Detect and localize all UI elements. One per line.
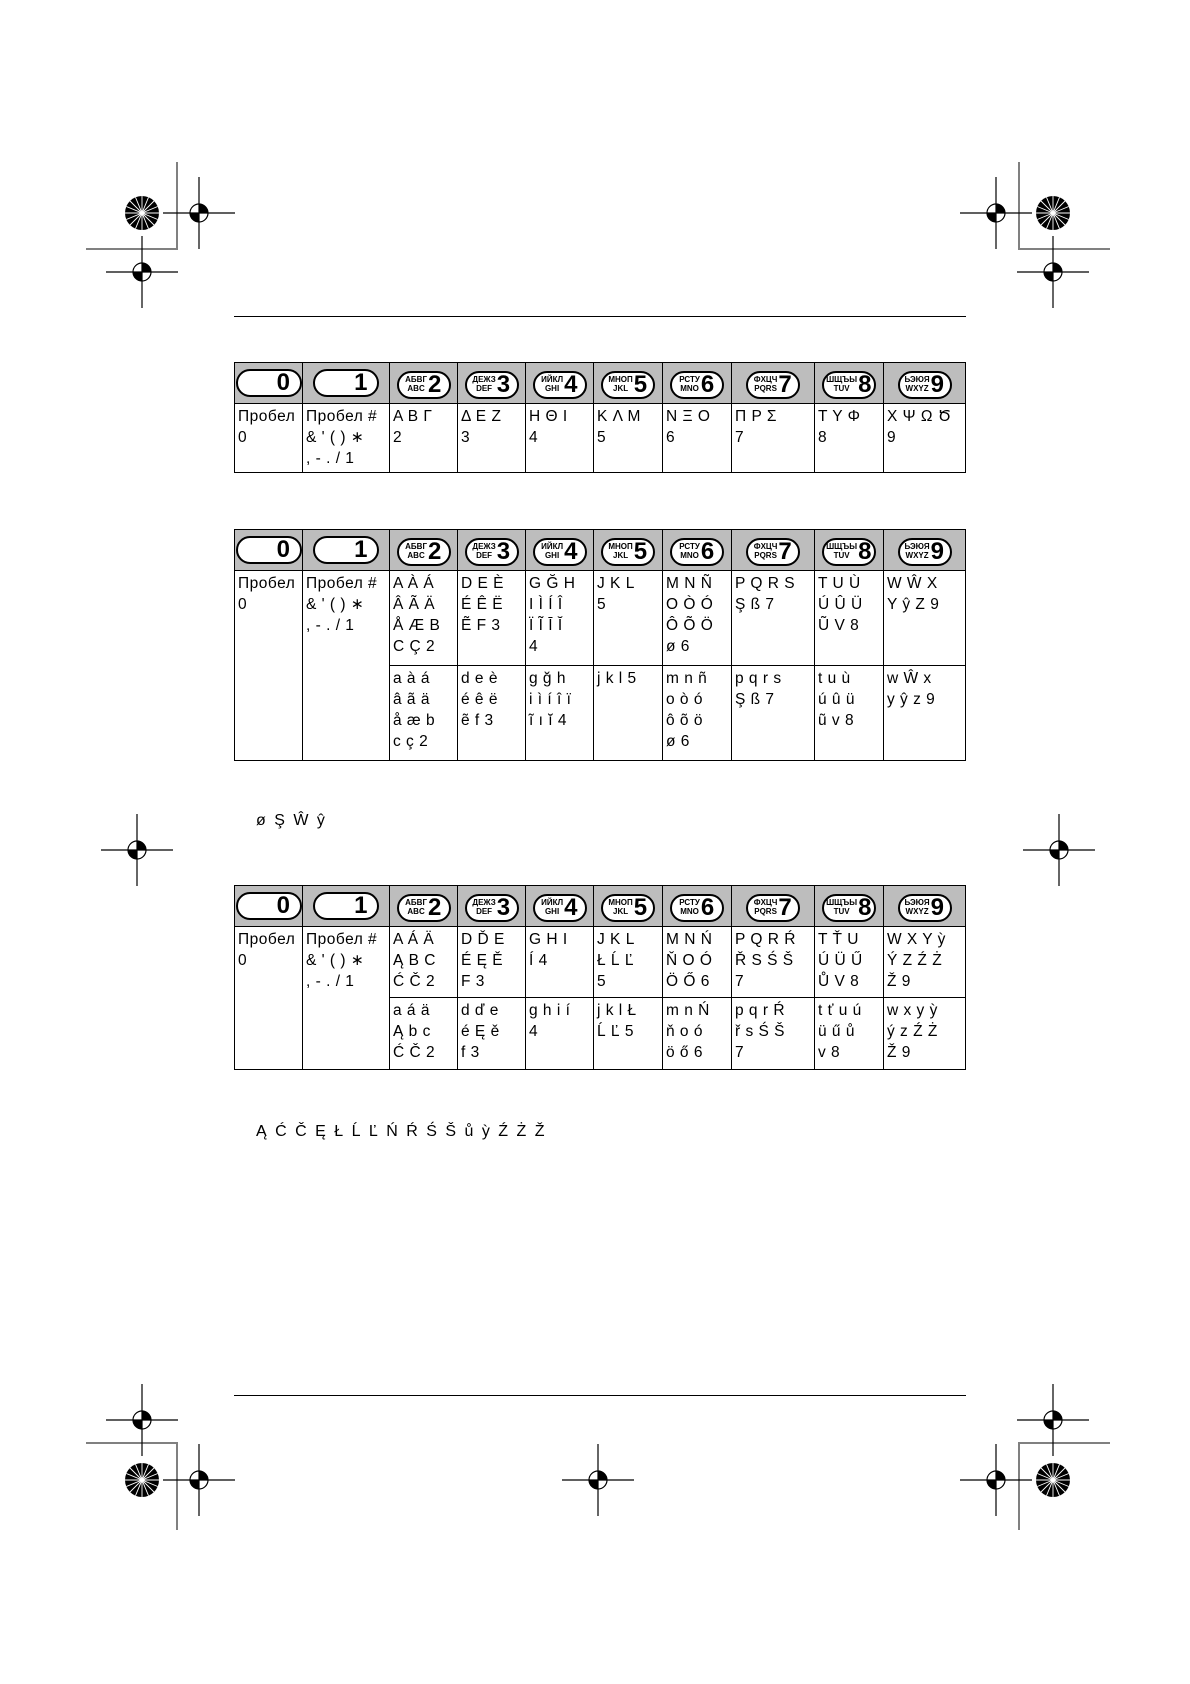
key-cell xyxy=(732,363,815,404)
char-line: d ď e xyxy=(461,1002,499,1019)
char-line: D E È xyxy=(461,575,504,592)
key-cell xyxy=(732,886,815,927)
key-cell xyxy=(303,530,390,571)
key-cell xyxy=(732,530,815,571)
keypad-key-8 xyxy=(822,371,876,399)
keypad-key-1 xyxy=(313,536,379,564)
char-cell xyxy=(815,927,884,998)
key-letters: МНОП JKL xyxy=(608,375,633,393)
key-letters: ФХЦЧ PQRS xyxy=(753,898,778,916)
key-header-row xyxy=(235,886,966,927)
key-cell xyxy=(526,530,594,571)
key-cell xyxy=(526,886,594,927)
footer-rule xyxy=(234,1395,966,1396)
char-line: Ý Z Ź Ż xyxy=(887,952,943,969)
char-cell xyxy=(235,404,303,473)
char-line: 7 xyxy=(735,973,745,990)
char-line: 7 xyxy=(735,429,745,446)
char-cell xyxy=(815,666,884,761)
char-line: ø 6 xyxy=(666,638,690,655)
char-line: t ť u ú xyxy=(818,1002,862,1019)
char-line: ẽ f 3 xyxy=(461,712,494,729)
char-line: M N Ń xyxy=(666,931,713,948)
keypad-key-0 xyxy=(236,892,302,920)
char-line: Ů V 8 xyxy=(818,973,860,990)
key-number: 7 xyxy=(778,893,793,921)
char-line: Пробел xyxy=(238,575,296,592)
key-number: 5 xyxy=(633,370,648,398)
char-line: g ğ h xyxy=(529,670,566,687)
char-line: Пробел xyxy=(238,408,296,425)
char-cell xyxy=(732,927,815,998)
char-cell xyxy=(594,927,663,998)
key-number: 5 xyxy=(633,893,648,921)
keypad-key-5 xyxy=(601,894,655,922)
char-line: Ẽ F 3 xyxy=(461,617,501,634)
char-cell xyxy=(390,998,458,1070)
key-number: 2 xyxy=(427,893,442,921)
char-line: â ã ä xyxy=(393,691,430,708)
key-letters: ИЙКЛ GHI xyxy=(541,542,564,560)
char-line: A B Γ xyxy=(393,408,433,425)
header-rule xyxy=(234,316,966,317)
keypad-key-7 xyxy=(746,894,800,922)
key-letters: ДЕЖЗ DEF xyxy=(472,542,496,560)
key-number: 4 xyxy=(564,893,578,921)
char-line: Пробел # xyxy=(306,931,378,948)
char-cell xyxy=(235,927,303,1070)
char-line: i ì í î ï xyxy=(529,691,572,708)
char-line: t u ù xyxy=(818,670,851,687)
table-row xyxy=(235,927,966,998)
keypad-key-4 xyxy=(533,894,587,922)
char-line: a à á xyxy=(393,670,430,687)
char-line: G Ğ H xyxy=(529,575,576,592)
char-cell xyxy=(303,927,390,1070)
char-line: m n Ń xyxy=(666,1002,710,1019)
key-cell xyxy=(663,530,732,571)
keypad-key-6 xyxy=(670,538,724,566)
char-line: c ç 2 xyxy=(393,733,429,750)
char-cell xyxy=(303,571,390,761)
key-cell xyxy=(884,886,966,927)
key-cell xyxy=(303,886,390,927)
char-line: Δ E Z xyxy=(461,408,502,425)
char-line: ũ v 8 xyxy=(818,712,855,729)
char-cell xyxy=(663,927,732,998)
char-cell xyxy=(303,404,390,473)
char-line: Ł Ĺ Ľ xyxy=(597,952,634,969)
char-line: Ş ß 7 xyxy=(735,596,775,613)
char-cell xyxy=(526,927,594,998)
special-chars-note: ø Ş Ŵ ŷ xyxy=(256,812,327,829)
keypad-key-6 xyxy=(670,371,724,399)
key-cell xyxy=(458,363,526,404)
char-cell xyxy=(884,571,966,666)
char-cell xyxy=(526,666,594,761)
keypad-key-2 xyxy=(397,371,451,399)
char-line: 4 xyxy=(529,429,539,446)
char-line: 7 xyxy=(735,1044,745,1061)
western-character-table xyxy=(234,529,966,761)
table-row xyxy=(235,404,966,473)
char-line: Ž 9 xyxy=(887,1044,911,1061)
char-line: ø 6 xyxy=(666,733,690,750)
keypad-key-0 xyxy=(236,369,302,397)
char-line: Пробел # xyxy=(306,408,378,425)
char-line: P Q R Ŕ xyxy=(735,931,796,948)
char-cell xyxy=(884,927,966,998)
char-line: Ą b c xyxy=(393,1023,431,1040)
char-line: É Ê Ë xyxy=(461,596,504,613)
char-line: w x y ỳ xyxy=(887,1002,938,1019)
keypad-key-7 xyxy=(746,538,800,566)
char-line: Ą B C xyxy=(393,952,436,969)
char-cell xyxy=(815,571,884,666)
char-cell xyxy=(732,666,815,761)
char-line: é Ę ě xyxy=(461,1023,500,1040)
char-line: Пробел xyxy=(238,931,296,948)
key-header-row xyxy=(235,363,966,404)
char-cell xyxy=(663,404,732,473)
char-line: M N Ñ xyxy=(666,575,713,592)
key-number: 0 xyxy=(276,892,291,919)
key-number: 7 xyxy=(778,537,793,565)
key-cell xyxy=(815,886,884,927)
char-line: Ú Ü Ű xyxy=(818,952,863,969)
char-cell xyxy=(458,571,526,666)
char-line: é ê ë xyxy=(461,691,498,708)
char-line: 5 xyxy=(597,429,607,446)
char-line: Пробел # xyxy=(306,575,378,592)
key-letters: ДЕЖЗ DEF xyxy=(472,898,496,916)
char-line: m n ñ xyxy=(666,670,708,687)
char-line: ô õ ö xyxy=(666,712,703,729)
char-line: ú û ü xyxy=(818,691,855,708)
char-cell xyxy=(815,998,884,1070)
char-line: 5 xyxy=(597,596,607,613)
char-cell xyxy=(884,666,966,761)
key-number: 2 xyxy=(427,537,442,565)
char-line: 5 xyxy=(597,973,607,990)
key-number: 8 xyxy=(858,370,872,398)
char-line: J K L xyxy=(597,575,635,592)
key-number: 3 xyxy=(496,893,511,921)
char-line: & ' ( ) ∗ xyxy=(306,952,365,969)
keypad-key-2 xyxy=(397,538,451,566)
char-line: 4 xyxy=(529,638,539,655)
key-number: 6 xyxy=(700,370,715,398)
char-line: 3 xyxy=(461,429,471,446)
char-cell xyxy=(526,571,594,666)
special-chars-note: Ą Ć Č Ę Ł Ĺ Ľ Ń Ŕ Ś Š ů ỳ Ź Ż Ž xyxy=(256,1123,547,1140)
char-cell xyxy=(235,571,303,761)
key-letters: ШЩЪЫ TUV xyxy=(826,542,858,560)
char-line: ň o ó xyxy=(666,1023,703,1040)
key-cell xyxy=(815,530,884,571)
table-row xyxy=(235,571,966,666)
key-number: 0 xyxy=(276,369,291,396)
key-cell xyxy=(884,363,966,404)
char-line: T Y Φ xyxy=(818,408,861,425)
key-cell xyxy=(594,530,663,571)
key-cell xyxy=(235,363,303,404)
char-line: o ò ó xyxy=(666,691,703,708)
char-line: Ć Č 2 xyxy=(393,973,436,990)
char-line: j k l Ł xyxy=(597,1002,637,1019)
keypad-key-5 xyxy=(601,538,655,566)
keypad-key-9 xyxy=(898,894,952,922)
char-line: J K L xyxy=(597,931,635,948)
char-cell xyxy=(390,571,458,666)
key-cell xyxy=(235,886,303,927)
key-number: 3 xyxy=(496,370,511,398)
keypad-key-8 xyxy=(822,894,876,922)
keypad-key-1 xyxy=(313,892,379,920)
char-line: F 3 xyxy=(461,973,485,990)
char-line: 0 xyxy=(238,596,248,613)
char-line: Í 4 xyxy=(529,952,548,969)
char-line: ř s Ś Š xyxy=(735,1023,786,1040)
keypad-key-3 xyxy=(465,894,519,922)
key-number: 6 xyxy=(700,537,715,565)
char-line: Y ŷ Z 9 xyxy=(887,596,940,613)
key-letters: МНОП JKL xyxy=(608,542,633,560)
char-line: D Ď E xyxy=(461,931,505,948)
char-line: , - . / 1 xyxy=(306,450,355,467)
char-line: É Ę Ě xyxy=(461,952,504,969)
keypad-key-7 xyxy=(746,371,800,399)
char-line: H Θ I xyxy=(529,408,568,425)
char-cell xyxy=(663,571,732,666)
keypad-key-1 xyxy=(313,369,379,397)
char-line: Ö Ő 6 xyxy=(666,973,710,990)
char-cell xyxy=(526,404,594,473)
char-line: w Ŵ x xyxy=(887,670,932,687)
char-cell xyxy=(458,666,526,761)
key-letters: ИЙКЛ GHI xyxy=(541,375,564,393)
char-cell xyxy=(390,666,458,761)
key-cell xyxy=(594,363,663,404)
char-line: Ć Č 2 xyxy=(393,1044,436,1061)
key-letters: ЬЭЮЯ WXYZ xyxy=(904,542,930,560)
char-cell xyxy=(815,404,884,473)
char-line: ý z Ź Ż xyxy=(887,1023,938,1040)
key-number: 2 xyxy=(427,370,442,398)
key-header-row xyxy=(235,530,966,571)
char-line: Ô Õ Ö xyxy=(666,617,714,634)
key-cell xyxy=(815,363,884,404)
keypad-key-4 xyxy=(533,538,587,566)
key-letters: ЬЭЮЯ WXYZ xyxy=(904,898,930,916)
key-cell xyxy=(390,363,458,404)
key-number: 5 xyxy=(633,537,648,565)
char-line: & ' ( ) ∗ xyxy=(306,596,365,613)
key-number: 3 xyxy=(496,537,511,565)
char-line: Ï Ĩ Ī Ĭ xyxy=(529,617,563,634)
char-cell xyxy=(732,571,815,666)
key-number: 4 xyxy=(564,537,578,565)
eastern-european-character-table xyxy=(234,885,966,1070)
char-line: 4 xyxy=(529,1023,539,1040)
key-cell xyxy=(390,886,458,927)
key-letters: АБВГ ABC xyxy=(405,898,427,916)
char-cell xyxy=(732,404,815,473)
key-number: 6 xyxy=(700,893,715,921)
key-number: 1 xyxy=(354,892,368,919)
key-number: 8 xyxy=(858,893,872,921)
greek-character-table xyxy=(234,362,966,473)
key-cell xyxy=(390,530,458,571)
char-line: C Ç 2 xyxy=(393,638,436,655)
keypad-key-3 xyxy=(465,538,519,566)
char-line: p q r Ŕ xyxy=(735,1002,786,1019)
char-line: Å Æ B xyxy=(393,617,441,634)
char-cell xyxy=(526,998,594,1070)
key-cell xyxy=(663,886,732,927)
key-number: 7 xyxy=(778,370,793,398)
char-line: Ş ß 7 xyxy=(735,691,775,708)
char-line: Ĺ Ľ 5 xyxy=(597,1023,634,1040)
char-line: 0 xyxy=(238,952,248,969)
char-cell xyxy=(594,571,663,666)
key-cell xyxy=(884,530,966,571)
char-line: Ũ V 8 xyxy=(818,617,860,634)
char-line: 0 xyxy=(238,429,248,446)
keypad-key-2 xyxy=(397,894,451,922)
keypad-key-9 xyxy=(898,371,952,399)
keypad-key-3 xyxy=(465,371,519,399)
key-cell xyxy=(235,530,303,571)
key-letters: ФХЦЧ PQRS xyxy=(753,542,778,560)
keypad-key-6 xyxy=(670,894,724,922)
key-letters: АБВГ ABC xyxy=(405,375,427,393)
key-number: 1 xyxy=(354,536,368,563)
char-cell xyxy=(594,666,663,761)
key-number: 0 xyxy=(276,536,291,563)
char-cell xyxy=(458,927,526,998)
key-letters: ЬЭЮЯ WXYZ xyxy=(904,375,930,393)
char-line: v 8 xyxy=(818,1044,841,1061)
char-line: Π P Σ xyxy=(735,408,777,425)
key-cell xyxy=(526,363,594,404)
char-line: a á ä xyxy=(393,1002,430,1019)
keypad-key-0 xyxy=(236,536,302,564)
key-letters: РСТУ MNO xyxy=(679,542,700,560)
key-number: 4 xyxy=(564,370,578,398)
key-number: 9 xyxy=(930,893,945,921)
char-line: Ř S Ś Š xyxy=(735,952,794,969)
char-cell xyxy=(884,998,966,1070)
char-line: G H I xyxy=(529,931,568,948)
key-cell xyxy=(458,530,526,571)
char-line: I Ì Í Î xyxy=(529,596,563,613)
key-letters: ШЩЪЫ TUV xyxy=(826,375,858,393)
char-line: Â Ã Ä xyxy=(393,596,436,613)
char-line: , - . / 1 xyxy=(306,617,355,634)
key-cell xyxy=(303,363,390,404)
key-letters: МНОП JKL xyxy=(608,898,633,916)
char-cell xyxy=(458,998,526,1070)
char-line: N Ξ O xyxy=(666,408,711,425)
char-line: 2 xyxy=(393,429,403,446)
char-cell xyxy=(594,998,663,1070)
char-line: W Ŵ X xyxy=(887,575,938,592)
key-letters: РСТУ MNO xyxy=(679,375,700,393)
keypad-key-4 xyxy=(533,371,587,399)
char-line: A À Á xyxy=(393,575,435,592)
char-line: & ' ( ) ∗ xyxy=(306,429,365,446)
key-cell xyxy=(458,886,526,927)
char-line: ĩ ı ĭ 4 xyxy=(529,712,567,729)
char-line: , - . / 1 xyxy=(306,973,355,990)
char-line: Ú Û Ü xyxy=(818,596,863,613)
char-cell xyxy=(663,666,732,761)
key-letters: ШЩЪЫ TUV xyxy=(826,898,858,916)
keypad-key-5 xyxy=(601,371,655,399)
char-cell xyxy=(458,404,526,473)
key-number: 1 xyxy=(354,369,368,396)
key-cell xyxy=(594,886,663,927)
key-cell xyxy=(663,363,732,404)
keypad-key-9 xyxy=(898,538,952,566)
char-line: 9 xyxy=(887,429,897,446)
char-line: ü ű ů xyxy=(818,1023,855,1040)
char-cell xyxy=(594,404,663,473)
key-number: 8 xyxy=(858,537,872,565)
char-cell xyxy=(884,404,966,473)
char-line: f 3 xyxy=(461,1044,480,1061)
char-line: p q r s xyxy=(735,670,782,687)
char-line: K Λ M xyxy=(597,408,641,425)
char-line: P Q R S xyxy=(735,575,796,592)
key-letters: ФХЦЧ PQRS xyxy=(753,375,778,393)
char-line: d e è xyxy=(461,670,498,687)
char-line: Ň O Ó xyxy=(666,952,713,969)
char-line: A Á Ä xyxy=(393,931,435,948)
char-cell xyxy=(390,404,458,473)
key-letters: ИЙКЛ GHI xyxy=(541,898,564,916)
char-line: W X Y ỳ xyxy=(887,931,946,948)
char-line: j k l 5 xyxy=(597,670,637,687)
key-number: 9 xyxy=(930,537,945,565)
char-line: ö ő 6 xyxy=(666,1044,703,1061)
char-line: å æ b xyxy=(393,712,436,729)
keypad-key-8 xyxy=(822,538,876,566)
key-letters: РСТУ MNO xyxy=(679,898,700,916)
char-line: X Ψ Ω Ծ xyxy=(887,408,952,425)
char-line: g h i í xyxy=(529,1002,571,1019)
char-line: 6 xyxy=(666,429,676,446)
char-line: T Ť U xyxy=(818,931,859,948)
key-number: 9 xyxy=(930,370,945,398)
char-cell xyxy=(663,998,732,1070)
char-line: Ž 9 xyxy=(887,973,911,990)
char-cell xyxy=(390,927,458,998)
char-line: T U Ù xyxy=(818,575,861,592)
char-cell xyxy=(732,998,815,1070)
char-line: O Ò Ó xyxy=(666,596,714,613)
char-line: 8 xyxy=(818,429,828,446)
key-letters: АБВГ ABC xyxy=(405,542,427,560)
char-line: y ŷ z 9 xyxy=(887,691,936,708)
key-letters: ДЕЖЗ DEF xyxy=(472,375,496,393)
